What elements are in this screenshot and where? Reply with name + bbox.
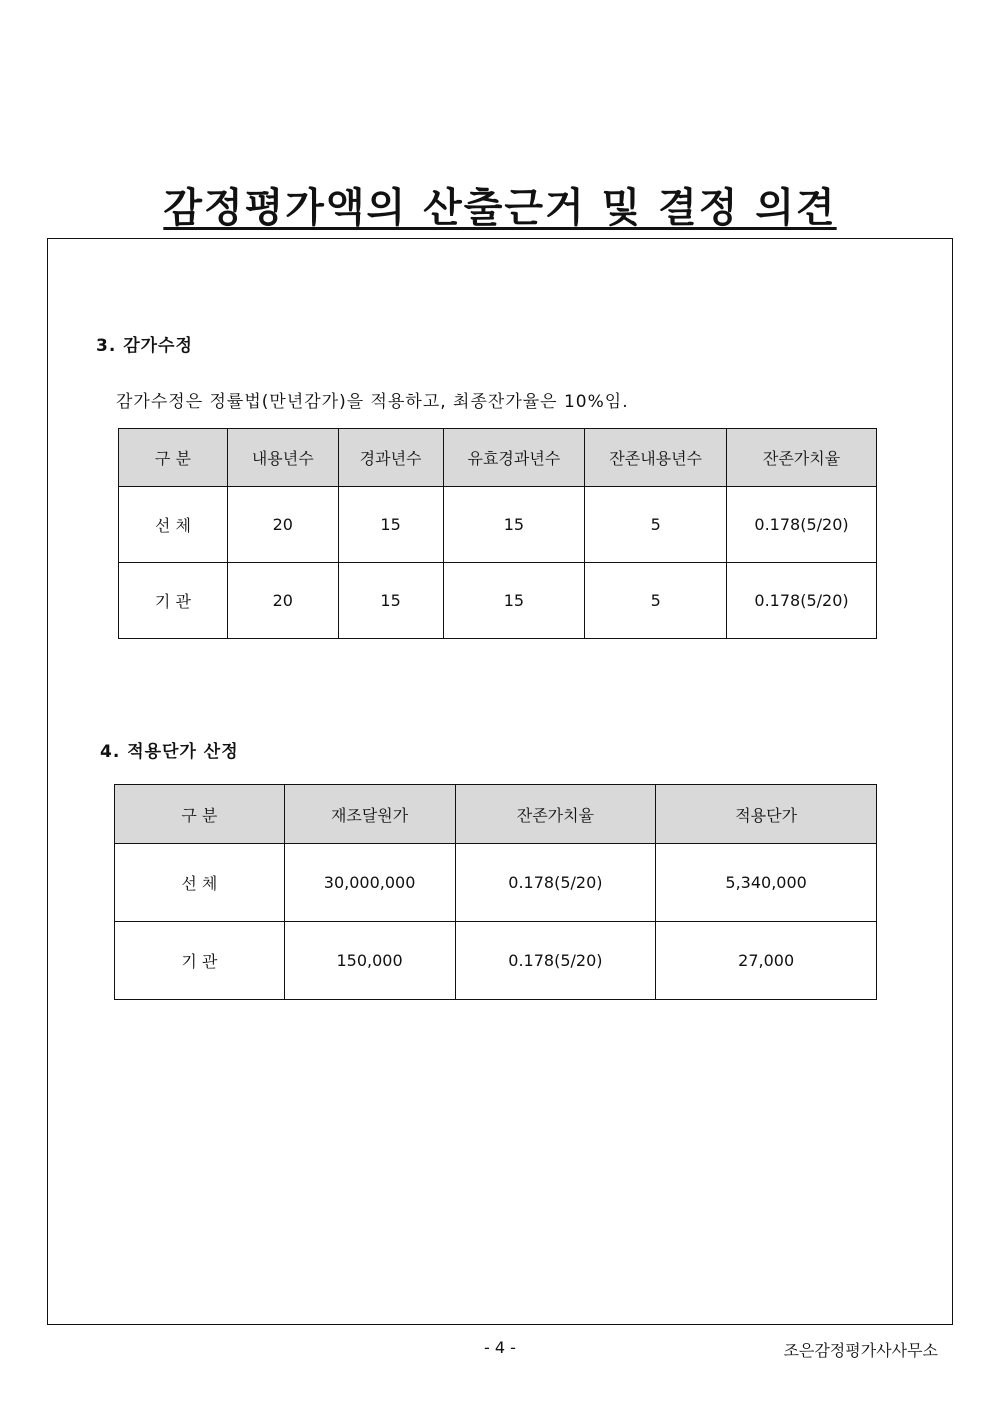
table-cell: 20: [227, 563, 338, 639]
column-header: 구 분: [115, 785, 285, 844]
column-header: 잔존가치율: [455, 785, 656, 844]
table-cell: 기 관: [119, 563, 228, 639]
table-cell: 15: [338, 563, 443, 639]
table-row: [119, 563, 877, 639]
table-cell: 30,000,000: [284, 844, 455, 922]
table-cell: 15: [443, 487, 585, 563]
page-title: [0, 182, 1000, 234]
table-cell: 27,000: [656, 922, 877, 1000]
unit-price-table: [114, 784, 877, 1000]
table-row: [115, 922, 877, 1000]
page-number: - 4 -: [484, 1338, 516, 1357]
table-header-row: [115, 785, 877, 844]
column-header: 잔존가치율: [727, 429, 877, 487]
table-cell: 0.178(5/20): [455, 844, 656, 922]
table-cell: 20: [227, 487, 338, 563]
column-header: 재조달원가: [284, 785, 455, 844]
column-header: 잔존내용년수: [585, 429, 727, 487]
column-header: 경과년수: [338, 429, 443, 487]
section3-heading: 3. 감가수정: [96, 336, 193, 356]
organization-name: 조은감정평가사사무소: [783, 1341, 938, 1360]
depreciation-table: [118, 428, 877, 639]
column-header: 내용년수: [227, 429, 338, 487]
column-header: 적용단가: [656, 785, 877, 844]
column-header: 유효경과년수: [443, 429, 585, 487]
table-cell: 0.178(5/20): [727, 563, 877, 639]
table-cell: 5: [585, 563, 727, 639]
table-cell: 5: [585, 487, 727, 563]
table-header-row: [119, 429, 877, 487]
table-cell: 0.178(5/20): [455, 922, 656, 1000]
table-row: [119, 487, 877, 563]
table-cell: 150,000: [284, 922, 455, 1000]
table-cell: 15: [443, 563, 585, 639]
table-cell: 5,340,000: [656, 844, 877, 922]
section3-text: 감가수정은 정률법(만년감가)을 적용하고, 최종잔가율은 10%임.: [116, 392, 629, 412]
column-header: 구 분: [119, 429, 228, 487]
table-cell: 선 체: [119, 487, 228, 563]
table-cell: 0.178(5/20): [727, 487, 877, 563]
section4-heading: 4. 적용단가 산정: [100, 742, 239, 762]
table-row: [115, 844, 877, 922]
table-cell: 15: [338, 487, 443, 563]
page-title-text: 감정평가액의 산출근거 및 결정 의견: [163, 185, 837, 231]
table-cell: 선 체: [115, 844, 285, 922]
table-cell: 기 관: [115, 922, 285, 1000]
